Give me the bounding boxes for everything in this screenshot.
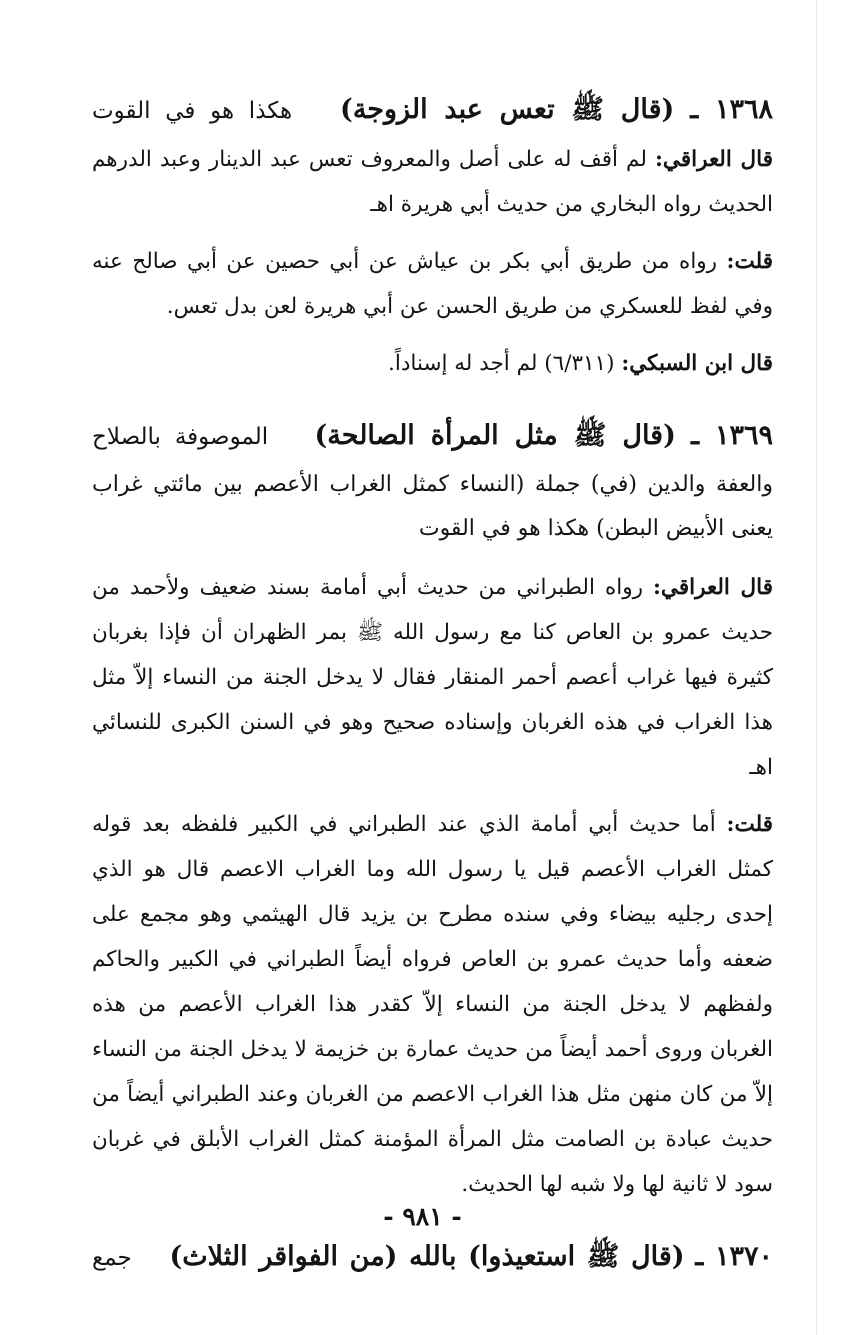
paragraph-text: رواه من طريق أبي بكر بن عياش عن أبي حصين عن أبي صالح عنه وفي لفظ للعسكري من طريق الحسن عن أبي هريرة لعن بدل تعس. — [92, 249, 773, 319]
speaker-label: قلت: — [726, 249, 773, 274]
page-number: - ٩٨١ - — [383, 1202, 462, 1231]
entry-title: (قال ﷺ تعس عبد الزوجة) — [340, 94, 675, 125]
paragraph-text: (٦/٣١١) لم أجد له إسناداً. — [388, 351, 622, 376]
speaker-label: قال العراقي: — [654, 147, 773, 172]
paragraph-text: لم أقف له على أصل والمعروف تعس عبد الدينار وعبد الدرهم الحديث رواه البخاري من حديث أبي هريرة اهـ — [92, 147, 773, 217]
entry-title: (قال ﷺ مثل المرأة الصالحة) — [314, 420, 676, 451]
speaker-label: قال ابن السبكي: — [621, 351, 773, 376]
entry-number: ١٣٦٨ ـ — [690, 94, 773, 125]
paragraph-text: أما حديث أبي أمامة الذي عند الطبراني في الكبير فلفظه بعد قوله كمثل الغراب الأعصم قيل يا رسول الله وما الغراب الاعصم قال هو الذي إحدى رجليه بيضاء وفي سنده مطرح بن يزيد قال الهيثمي وهو مجمع على ضعفه وأما حديث عمرو بن العاص فرواه أيضاً الطبراني في الكبير والحاكم ولفظهم لا يدخل الجنة من النساء إلاّ كقدر هذا الغراب الأعصم من هذه الغربان وروى أحمد أيضاً من حديث عمارة بن خزيمة لا يدخل الجنة من النساء إلاّ من كان منهن مثل هذا الغراب الاعصم من الغربان وعند الطبراني أيضاً من حديث عبادة بن الصامت مثل المرأة المؤمنة كمثل الغراب الأبلق في غربان سود لا ثانية لها ولا شبه لها الحديث. — [92, 812, 773, 1197]
speaker-label: قال العراقي: — [653, 575, 773, 600]
entry-heading — [92, 1235, 773, 1280]
entry-heading — [92, 414, 773, 459]
entry-title: (قال ﷺ استعيذوا) بالله (من الفواقر الثلاث) — [169, 1241, 685, 1272]
entry-title-rest: جمع — [92, 1245, 132, 1271]
entry-1368 — [92, 88, 773, 386]
commentary-paragraph — [92, 137, 773, 227]
entry-title-continuation: والعفة والدين (في) جملة (النساء كمثل الغراب الأعصم بين مائتي غراب يعنى الأبيض البطن) هكذا هو في القوت — [92, 472, 773, 541]
commentary-paragraph — [92, 565, 773, 790]
entry-number: ١٣٧٠ ـ — [695, 1241, 773, 1272]
entry-1369 — [92, 414, 773, 1207]
entry-number: ١٣٦٩ ـ — [691, 420, 773, 451]
entry-1370 — [92, 1235, 773, 1280]
entry-title-rest: هكذا هو في القوت — [92, 98, 293, 124]
commentary-paragraph — [92, 341, 773, 386]
paragraph-text: رواه الطبراني من حديث أبي أمامة بسند ضعيف ولأحمد من حديث عمرو بن العاص كنا مع رسول الله ﷺ بمر الظهران أن فإذا بغربان كثيرة فيها غراب أعصم أحمر المنقار فقال لا يدخل الجنة من النساء إلاّ مثل هذا الغراب في هذه الغربان وإسناده صحيح وهو في السنن الكبرى للنسائي اهـ — [92, 575, 773, 780]
speaker-label: قلت: — [726, 812, 773, 837]
commentary-paragraph — [92, 239, 773, 329]
page-edge-line — [816, 0, 817, 1335]
entry-title-rest: الموصوفة بالصلاح — [92, 424, 269, 450]
commentary-paragraph — [92, 802, 773, 1207]
entry-heading — [92, 88, 773, 133]
